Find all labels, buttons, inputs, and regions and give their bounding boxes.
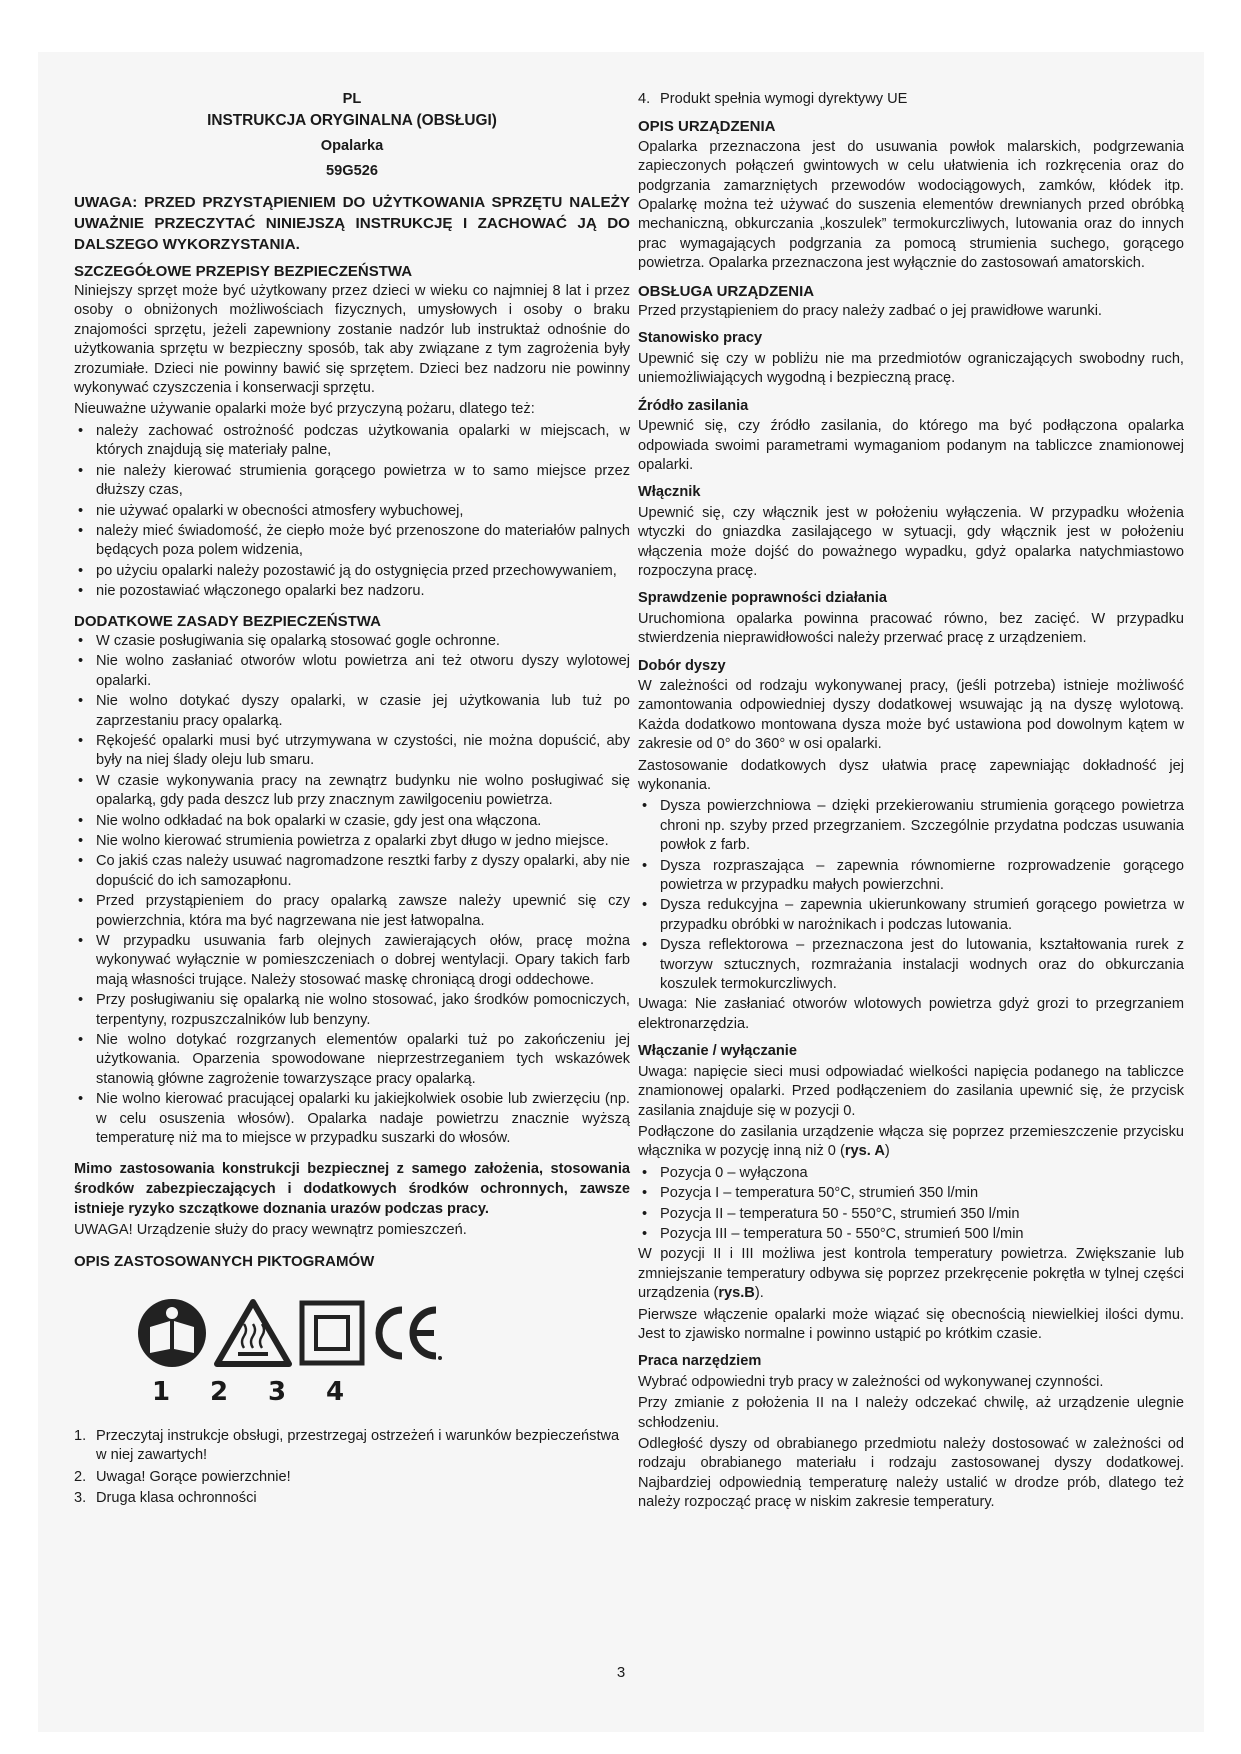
figure-reference: rys.B	[718, 1285, 755, 1302]
class-ii-icon	[298, 1299, 366, 1367]
list-item: • nie pozostawiać włączonego opalarki bez nadzoru.	[74, 582, 630, 601]
text-part: ).	[754, 1285, 764, 1302]
workplace-title: Stanowisko pracy	[638, 330, 763, 347]
list-item: • Dysza redukcyjna – zapewnia ukierunkowany strumień gorącego powietrza w przypadku obróbki w narożnikach i podczas lutowania.	[638, 896, 1184, 935]
read-manual-icon	[136, 1297, 208, 1369]
list-item: • Nie wolno kierować pracującej opalarki ku jakiejkolwiek osobie lub zwierzęciu (np. w celu osuszenia włosów). Opalarka nadaje powietrzu znacznie wyższą temperaturę niż ma to miejsce w przypadku suszarki do włosów.	[74, 1090, 630, 1148]
list-item	[74, 1468, 630, 1487]
item-text: Produkt spełnia wymogi dyrektywy UE	[660, 91, 908, 107]
pictogram-number: 4	[326, 1377, 345, 1408]
operation-intro: Przed przystąpieniem do pracy należy zadbać o jej prawidłowe warunki.	[638, 303, 1102, 320]
description-text: Opalarka przeznaczona jest do usuwania powłok malarskich, podgrzewania zapieczonych połączeń gwintowych w celu ułatwienia ich rozkręcenia oraz do podgrzania zamarzniętych przewodów wodociągowych, zamków, kłódek itp. Opalarkę można też używać do suszenia elementów drewnianych przed obróbką mechaniczną, obkurczania „koszulek” termokurczliwych, lutowania oraz do innych prac wymagających podgrzania za pomocą strumienia suchego, gorącego powietrza. Opalarka przeznaczona jest wyłącznie do zastosowań amatorskich.	[638, 138, 1184, 272]
tool-work-text-2: Przy zmianie z położenia II na I należy odczekać chwilę, aż urządzenie ulegnie schłodzeniu.	[638, 1395, 1184, 1431]
list-item: • Dysza reflektorowa – przeznaczona jest do lutowania, kształtowania rurek z tworzyw sztucznych, rozmrażania instalacji wodnych oraz do obkurczania koszulek termokurczliwych.	[638, 936, 1184, 994]
list-item: • Pozycja I – temperatura 50°C, strumień 350 l/min	[638, 1184, 1184, 1203]
residual-risk-note: Mimo zastosowania konstrukcji bezpiecznej z samego założenia, stosowania środków zabezpieczających i dodatkowych środków ochronnych, zawsze istnieje ryzyko szczątkowe doznania urazów podczas pracy.	[74, 1160, 630, 1217]
list-item: • Co jakiś czas należy usuwać nagromadzone resztki farby z dyszy opalarki, aby nie dopuścić do ich samozapłonu.	[74, 852, 630, 891]
nozzle-selection-text: W zależności od rodzaju wykonywanej pracy, (jeśli potrzeba) istnieje możliwość zamontowania odpowiedniej dyszy dodatkowej wsuwając ją na dyszę wylotową. Każda dodatkowo montowana dysza może być ustawiona pod dowolnym kątem w zakresie od 0° do 360° w osi opalarki.	[638, 677, 1184, 753]
hot-surface-icon	[214, 1298, 292, 1368]
item-number: 2.	[74, 1468, 87, 1485]
function-check-text: Uruchomiona opalarka powinna pracować równo, bez zacięć. W przypadku stwierdzenia nieprawidłowości należy przerwać pracę z urządzeniem.	[638, 610, 1184, 647]
nozzle-warning: Uwaga: Nie zasłaniać otworów wlotowych powietrza gdyż grozi to przegrzaniem elektronarzędzia.	[638, 996, 1184, 1032]
list-item: • Pozycja II – temperatura 50 - 550°C, strumień 350 l/min	[638, 1205, 1184, 1224]
indoor-use-note: UWAGA! Urządzenie służy do pracy wewnątrz pomieszczeń.	[74, 1221, 467, 1238]
list-item: • Pozycja 0 – wyłączona	[638, 1164, 1184, 1183]
switch-title: Włącznik	[638, 484, 701, 501]
list-item: • Pozycja III – temperatura 50 - 550°C, strumień 500 l/min	[638, 1225, 1184, 1244]
list-item: • należy zachować ostrożność podczas użytkowania opalarki w miejscach, w których znajdują się materiały palne,	[74, 422, 630, 461]
ce-mark-icon	[372, 1300, 442, 1366]
language-code: PL	[342, 91, 362, 107]
pictogram-number: 1	[152, 1377, 171, 1408]
list-item: • należy mieć świadomość, że ciepło może być przenoszone do materiałów palnych będących poza polem widzenia,	[74, 522, 630, 561]
document-title: INSTRUKCJA ORYGINALNA (OBSŁUGI)	[207, 112, 497, 130]
list-item: • Nie wolno dotykać dyszy opalarki, w czasie jej użytkowania lub tuż po zaprzestaniu pracy opalarką.	[74, 692, 630, 731]
additional-rules-list	[74, 632, 630, 1149]
list-item: • Dysza rozpraszająca – zapewnia równomierne rozprowadzenie gorącego powietrza w przypadku małych powierzchni.	[638, 857, 1184, 896]
list-item: • nie należy kierować strumienia gorącego powietrza w to samo miejsce przez dłuższy czas,	[74, 462, 630, 501]
pictogram-numbers	[152, 1377, 630, 1408]
nozzle-list	[638, 797, 1184, 994]
text-part: W pozycji II i III możliwa jest kontrola temperatury powietrza. Zwiększanie lub zmniejszanie temperatury odbywa się poprzez przekręcenie pokrętła w tylnej części urządzenia (	[638, 1246, 1184, 1302]
pictogram-number: 3	[268, 1377, 287, 1408]
pictogram-legend	[74, 1427, 630, 1509]
switch-text: Upewnić się, czy włącznik jest w położeniu wyłączenia. W przypadku włożenia wtyczki do gniazdka zasilającego w sytuacji, gdy włącznik jest w położeniu włączenia może dojść do poważnego wypadku, gdyż opalarka natychmiastowo rozpoczyna pracę.	[638, 504, 1184, 579]
operation-heading: OBSŁUGA URZĄDZENIA	[638, 282, 815, 300]
model-number: 59G526	[326, 163, 378, 180]
item-number: 3.	[74, 1489, 87, 1506]
on-off-text-2	[638, 1123, 1184, 1162]
workplace-text: Upewnić się czy w pobliżu nie ma przedmiotów ograniczających swobodny ruch, uniemożliwiających wygodną i bezpieczną pracę.	[638, 350, 1184, 387]
document-page	[38, 52, 1204, 1732]
text-part: )	[884, 1143, 890, 1160]
list-item: • Nie wolno zasłaniać otworów wlotu powietrza ani też otworu dyszy wylotowej opalarki.	[74, 652, 630, 691]
pictograms-heading: OPIS ZASTOSOWANYCH PIKTOGRAMÓW	[74, 1252, 375, 1270]
item-number: 4.	[638, 91, 651, 107]
tool-work-text: Wybrać odpowiedni tryb pracy w zależności od wykonywanej czynności.	[638, 1373, 1104, 1390]
list-item: • W przypadku usuwania farb olejnych zawierających ołów, pracę można wykonywać wyłącznie w pomieszczeniach o dobrej wentylacji. Opary takich farb mają własności trujące. Należy stosować maskę chroniącą drogi oddechowe.	[74, 932, 630, 990]
list-item	[74, 1427, 630, 1466]
temperature-control-text	[638, 1245, 1184, 1303]
nozzle-selection-text-2: Zastosowanie dodatkowych dysz ułatwia pracę zapewniając dokładność jej wykonania.	[638, 757, 1184, 793]
nozzle-selection-title: Dobór dyszy	[638, 657, 726, 674]
fire-intro: Nieuważne używanie opalarki może być przyczyną pożaru, dlatego też:	[74, 401, 535, 418]
left-column	[74, 90, 630, 1510]
list-item: • Rękojeść opalarki musi być utrzymywana w czystości, nie można dopuścić, aby były na niej ślady oleju lub smaru.	[74, 732, 630, 771]
list-item: • W czasie wykonywania pracy na zewnątrz budynku nie wolno posługiwać się opalarką, gdy pada deszcz lub przy znacznym zawilgoceniu powietrza.	[74, 772, 630, 811]
list-item	[74, 1489, 630, 1508]
item-text: Uwaga! Gorące powierzchnie!	[96, 1468, 291, 1485]
list-item: • W czasie posługiwania się opalarką stosować gogle ochronne.	[74, 632, 630, 651]
list-item: • Dysza powierzchniowa – dzięki przekierowaniu strumienia gorącego powietrza chroni np. szyby przed przegrzaniem. Szczególnie przydatna podczas usuwania powłok z farb.	[638, 797, 1184, 855]
power-source-title: Źródło zasilania	[638, 397, 749, 414]
first-use-text: Pierwsze włączenie opalarki może wiązać się obecnością niewielkiej ilości dymu. Jest to zjawisko normalne i powinno ustąpić po krótkim czasie.	[638, 1306, 1184, 1342]
pictogram-number: 2	[210, 1377, 229, 1408]
on-off-text: Uwaga: napięcie sieci musi odpowiadać wielkości napięcia podanego na tabliczce znamionowej opalarki. Przed podłączeniem do zasilania upewnić się, że przycisk zasilania znajduje się w pozycji 0.	[638, 1063, 1184, 1119]
description-heading: OPIS URZĄDZENIA	[638, 118, 776, 136]
figure-reference: rys. A	[844, 1143, 885, 1160]
text-part: Podłączone do zasilania urządzenie włącza się poprzez przemieszczenie przycisku włącznika w pozycję inną niż 0 (	[638, 1123, 1184, 1160]
read-manual-warning: UWAGA: PRZED PRZYSTĄPIENIEM DO UŻYTKOWANIA SPRZĘTU NALEŻY UWAŻNIE PRZECZYTAĆ NINIEJSZĄ INSTRUKCJĘ I ZACHOWAĆ JĄ DO DALSZEGO WYKORZYSTANIA.	[74, 193, 630, 253]
list-item: • Przy posługiwaniu się opalarką nie wolno stosować, jako środków pomocniczych, terpentyny, rozpuszczalników lub benzyny.	[74, 991, 630, 1030]
product-name: Opalarka	[320, 137, 384, 154]
list-item: • Przed przystąpieniem do pracy opalarką zawsze należy upewnić się czy powierzchnia, która ma być nagrzewana nie jest łatwopalna.	[74, 892, 630, 931]
item-number: 1.	[74, 1427, 87, 1444]
item-text: Przeczytaj instrukcje obsługi, przestrzegaj ostrzeżeń i warunków bezpieczeństwa w niej zawartych!	[96, 1427, 620, 1464]
page-number: 3	[616, 1664, 626, 1681]
switch-positions-list	[638, 1164, 1184, 1245]
pictogram-legend-continued	[638, 90, 1184, 109]
pictogram-row	[136, 1297, 630, 1369]
list-item: • Nie wolno dotykać rozgrzanych elementów opalarki tuż po zakończeniu jej użytkowania. Oparzenia spowodowane nieprzestrzeganiem tych wskazówek stanowią główne zagrożenie towarzyszące pracy opalarką.	[74, 1031, 630, 1089]
on-off-title: Włączanie / wyłączanie	[638, 1043, 797, 1060]
power-source-text: Upewnić się, czy źródło zasilania, do którego ma być podłączona opalarka odpowiada swoimi parametrami wymaganiom podanym na tabliczce znamionowej opalarki.	[638, 418, 1184, 473]
function-check-title: Sprawdzenie poprawności działania	[638, 590, 887, 607]
item-text: Druga klasa ochronności	[96, 1489, 257, 1506]
additional-rules-heading: DODATKOWE ZASADY BEZPIECZEŃSTWA	[74, 612, 381, 630]
fire-safety-list	[74, 422, 630, 602]
list-item: • nie używać opalarki w obecności atmosfery wybuchowej,	[74, 502, 630, 521]
list-item: • po użyciu opalarki należy pozostawić ją do ostygnięcia przed przechowywaniem,	[74, 562, 630, 581]
list-item: • Nie wolno odkładać na bok opalarki w czasie, gdy jest ona włączona.	[74, 812, 630, 831]
list-item	[638, 90, 1184, 109]
list-item: • Nie wolno kierować strumienia powietrza z opalarki zbyt długo w jedno miejsce.	[74, 832, 630, 851]
tool-work-title: Praca narzędziem	[638, 1353, 762, 1370]
right-column	[638, 90, 1184, 1515]
safety-heading: SZCZEGÓŁOWE PRZEPISY BEZPIECZEŃSTWA	[74, 262, 413, 280]
safety-intro: Niniejszy sprzęt może być użytkowany przez dzieci w wieku co najmniej 8 lat i przez osoby o obniżonych możliwościach fizycznych, umysłowych i osoby o braku znajomości sprzętu, jeżeli zapewniony zostanie nadzór lub instruktaż odnośnie do użytkowania sprzętu w bezpieczny sposób, tak aby związane z tym zagrożenia były zrozumiałe. Dzieci nie powinny bawić się sprzętem. Dzieci bez nadzoru nie powinny wykonywać czyszczenia i konserwacji sprzętu.	[74, 283, 630, 397]
tool-work-text-3: Odległość dyszy od obrabianego przedmiotu należy dostosować w zależności od rodzaju obrabianego materiału i rodzaju zastosowanej dyszy dodatkowej. Najbardziej odpowiednią temperaturę należy ustalić w drodze prób, dlatego też należy rozpocząć pracę w niskim zakresie temperatury.	[638, 1436, 1184, 1511]
